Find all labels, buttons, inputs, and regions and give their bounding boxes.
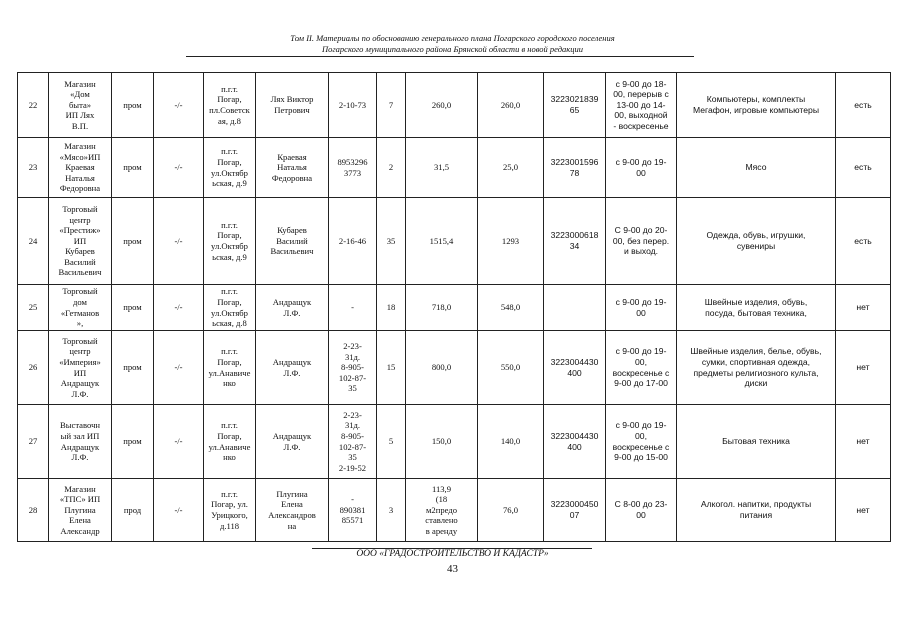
cell-phone: 2-10-73 bbox=[329, 73, 377, 138]
cell-avail: нет bbox=[836, 405, 891, 479]
cell-goods: Алкогол. напитки, продукты питания bbox=[677, 479, 836, 542]
cell-type: пром bbox=[112, 331, 154, 405]
cell-phone: - bbox=[329, 285, 377, 331]
cell-area-total: 113,9 (18 м2предо ставлено в аренду bbox=[406, 479, 478, 542]
cell-mark: -/- bbox=[154, 138, 204, 198]
cell-staff: 18 bbox=[377, 285, 406, 331]
cell-staff: 15 bbox=[377, 331, 406, 405]
cell-mark: -/- bbox=[154, 405, 204, 479]
cell-hours: с 9-00 до 19- 00, воскресенье с 9-00 до 15-00 bbox=[606, 405, 677, 479]
cell-mark: -/- bbox=[154, 285, 204, 331]
cell-inn: 3223004430 400 bbox=[544, 405, 606, 479]
cell-address: п.г.т. Погар, ул.Анавиче нко bbox=[204, 331, 256, 405]
cell-type: пром bbox=[112, 138, 154, 198]
cell-staff: 35 bbox=[377, 198, 406, 285]
cell-inn: 3223000450 07 bbox=[544, 479, 606, 542]
cell-area-trade: 140,0 bbox=[478, 405, 544, 479]
cell-num: 28 bbox=[18, 479, 49, 542]
cell-goods: Бытовая техника bbox=[677, 405, 836, 479]
cell-area-total: 800,0 bbox=[406, 331, 478, 405]
cell-num: 24 bbox=[18, 198, 49, 285]
cell-area-trade: 550,0 bbox=[478, 331, 544, 405]
cell-address: п.г.т. Погар, ул.Октябр ьская, д.9 bbox=[204, 138, 256, 198]
cell-inn: 3223004430 400 bbox=[544, 331, 606, 405]
cell-staff: 3 bbox=[377, 479, 406, 542]
cell-area-total: 150,0 bbox=[406, 405, 478, 479]
cell-area-total: 31,5 bbox=[406, 138, 478, 198]
cell-owner: Лях Виктор Петрович bbox=[256, 73, 329, 138]
cell-hours: с 9-00 до 19- 00 bbox=[606, 285, 677, 331]
cell-avail: нет bbox=[836, 479, 891, 542]
cell-goods: Одежда, обувь, игрушки, сувениры bbox=[677, 198, 836, 285]
cell-num: 26 bbox=[18, 331, 49, 405]
cell-hours: с 9-00 до 18- 00, перерыв с 13-00 до 14- 00, выходной - воскресенье bbox=[606, 73, 677, 138]
cell-owner: Краевая Наталья Федоровна bbox=[256, 138, 329, 198]
cell-name: Торговый центр «Империя» ИП Андращук Л.Ф. bbox=[49, 331, 112, 405]
table-row bbox=[18, 331, 891, 405]
cell-owner: Кубарев Василий Васильевич bbox=[256, 198, 329, 285]
cell-phone: 2-16-46 bbox=[329, 198, 377, 285]
document-header-line-1: Том II. Материалы по обоснованию генерального плана Погарского городского поселения bbox=[290, 33, 615, 43]
cell-area-trade: 76,0 bbox=[478, 479, 544, 542]
cell-inn: 3223001596 78 bbox=[544, 138, 606, 198]
cell-name: Выставочн ый зал ИП Андращук Л.Ф. bbox=[49, 405, 112, 479]
cell-hours: с 9-00 до 19- 00 bbox=[606, 138, 677, 198]
table-row bbox=[18, 285, 891, 331]
cell-staff: 7 bbox=[377, 73, 406, 138]
cell-hours: С 9-00 до 20- 00, без перер. и выход. bbox=[606, 198, 677, 285]
table-row bbox=[18, 138, 891, 198]
cell-address: п.г.т. Погар, ул. Урицкого, д.118 bbox=[204, 479, 256, 542]
page-number: 43 bbox=[447, 563, 458, 575]
cell-phone: 8953296 3773 bbox=[329, 138, 377, 198]
cell-name: Магазин «Дом быта» ИП Лях В.П. bbox=[49, 73, 112, 138]
table-row bbox=[18, 198, 891, 285]
cell-area-total: 1515,4 bbox=[406, 198, 478, 285]
cell-hours: с 9-00 до 19- 00, воскресенье с 9-00 до 17-00 bbox=[606, 331, 677, 405]
cell-inn: 3223021839 65 bbox=[544, 73, 606, 138]
cell-avail: нет bbox=[836, 285, 891, 331]
cell-staff: 5 bbox=[377, 405, 406, 479]
table-row bbox=[18, 405, 891, 479]
cell-area-trade: 260,0 bbox=[478, 73, 544, 138]
cell-address: п.г.т. Погар, ул.Октябр ьская, д.8 bbox=[204, 285, 256, 331]
cell-name: Торговый дом «Гетманов », bbox=[49, 285, 112, 331]
cell-type: пром bbox=[112, 73, 154, 138]
cell-phone: 2-23- 31д. 8-905- 102-87- 35 bbox=[329, 331, 377, 405]
table-row bbox=[18, 479, 891, 542]
cell-mark: -/- bbox=[154, 198, 204, 285]
cell-owner: Плугина Елена Александров на bbox=[256, 479, 329, 542]
cell-type: пром bbox=[112, 405, 154, 479]
cell-type: прод bbox=[112, 479, 154, 542]
cell-phone: - 890381 85571 bbox=[329, 479, 377, 542]
cell-owner: Андращук Л.Ф. bbox=[256, 331, 329, 405]
cell-mark: -/- bbox=[154, 73, 204, 138]
cell-num: 27 bbox=[18, 405, 49, 479]
cell-staff: 2 bbox=[377, 138, 406, 198]
cell-owner: Андращук Л.Ф. bbox=[256, 285, 329, 331]
cell-area-total: 260,0 bbox=[406, 73, 478, 138]
cell-goods: Швейные изделия, белье, обувь, сумки, спортивная одежда, предметы религиозного культа, диски bbox=[677, 331, 836, 405]
cell-area-trade: 25,0 bbox=[478, 138, 544, 198]
cell-inn: 3223000618 34 bbox=[544, 198, 606, 285]
cell-area-total: 718,0 bbox=[406, 285, 478, 331]
cell-type: пром bbox=[112, 285, 154, 331]
cell-owner: Андращук Л.Ф. bbox=[256, 405, 329, 479]
header-rule bbox=[186, 56, 694, 57]
cell-type: пром bbox=[112, 198, 154, 285]
document-header-line-2: Погарского муниципального района Брянской области в новой редакции bbox=[321, 44, 584, 54]
cell-hours: С 8-00 до 23- 00 bbox=[606, 479, 677, 542]
cell-name: Торговый центр «Престиж» ИП Кубарев Василий Васильевич bbox=[49, 198, 112, 285]
cell-address: п.г.т. Погар, ул.Анавиче нко bbox=[204, 405, 256, 479]
cell-num: 22 bbox=[18, 73, 49, 138]
cell-num: 23 bbox=[18, 138, 49, 198]
cell-inn bbox=[544, 285, 606, 331]
footer-organization: ООО «ГРАДОСТРОИТЕЛЬСТВО И КАДАСТР» bbox=[356, 549, 549, 559]
cell-goods: Мясо bbox=[677, 138, 836, 198]
cell-goods: Компьютеры, комплекты Мегафон, игровые компьютеры bbox=[677, 73, 836, 138]
cell-area-trade: 1293 bbox=[478, 198, 544, 285]
cell-area-trade: 548,0 bbox=[478, 285, 544, 331]
cell-avail: есть bbox=[836, 198, 891, 285]
cell-mark: -/- bbox=[154, 331, 204, 405]
cell-name: Магазин «Мясо»ИП Краевая Наталья Федоровна bbox=[49, 138, 112, 198]
cell-mark: -/- bbox=[154, 479, 204, 542]
cell-num: 25 bbox=[18, 285, 49, 331]
cell-address: п.г.т. Погар, пл.Советск ая, д.8 bbox=[204, 73, 256, 138]
cell-avail: есть bbox=[836, 73, 891, 138]
shops-table bbox=[17, 72, 891, 542]
cell-avail: есть bbox=[836, 138, 891, 198]
cell-avail: нет bbox=[836, 331, 891, 405]
cell-goods: Швейные изделия, обувь, посуда, бытовая техника, bbox=[677, 285, 836, 331]
cell-phone: 2-23- 31д. 8-905- 102-87- 35 2-19-52 bbox=[329, 405, 377, 479]
cell-address: п.г.т. Погар, ул.Октябр ьская, д.9 bbox=[204, 198, 256, 285]
table-row bbox=[18, 73, 891, 138]
cell-name: Магазин «ТПС» ИП Плугина Елена Александр bbox=[49, 479, 112, 542]
